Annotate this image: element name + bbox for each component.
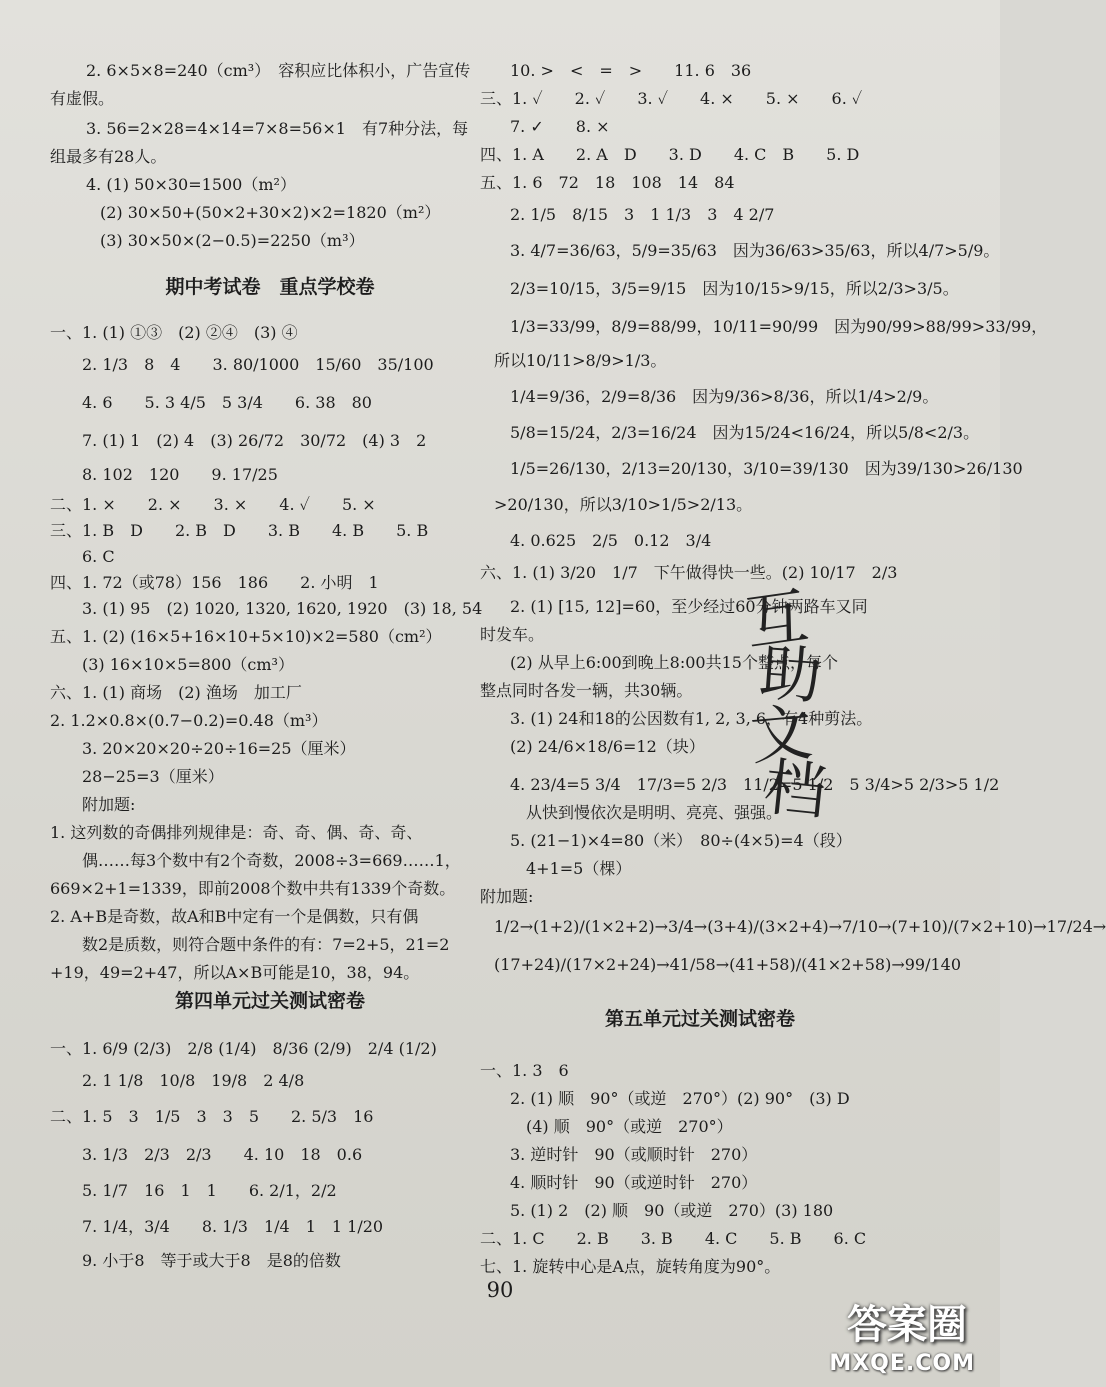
text-line: 7. ✓ 8. × <box>510 117 610 136</box>
text-line: 二、1. 5 3 1/5 3 3 5 2. 5/3 16 <box>50 1107 374 1126</box>
text-line: 二、1. × 2. × 3. × 4. ✓ 5. × <box>50 495 376 514</box>
text-line: 偶……每3个数中有2个奇数，2008÷3=669……1， <box>82 851 461 870</box>
text-line: (3) 30×50×(2−0.5)=2250（m³） <box>100 231 365 250</box>
text-line: (17+24)/(17×2+24)→41/58→(41+58)/(41×2+58)→99/140 <box>494 955 962 974</box>
text-line: 数2是质数，则符合题中条件的有：7=2+5，21=2 <box>82 935 450 954</box>
text-line: 4. 顺时针 90（或逆时针 270） <box>510 1173 758 1192</box>
text-line: (2) 30×50+(50×2+30×2)×2=1820（m²） <box>100 203 441 222</box>
text-line: 2. 1.2×0.8×(0.7−0.2)=0.48（m³） <box>50 711 328 730</box>
text-line: 六、1. (1) 商场 (2) 渔场 加工厂 <box>50 683 302 702</box>
text-line: 1/5=26/130，2/13=20/130，3/10=39/130 因为39/130>26/130 <box>510 459 1023 478</box>
text-line: 整点同时各发一辆，共30辆。 <box>480 681 693 700</box>
text-line: 3. 20×20×20÷20÷16=25（厘米） <box>82 739 356 758</box>
text-line: 3. 56=2×28=4×14=7×8=56×1 有7种分法，每 <box>86 119 469 138</box>
text-line: 5. 1/7 16 1 1 6. 2/1，2/2 <box>82 1181 337 1200</box>
text-line: 669×2+1=1339，即前2008个数中共有1339个奇数。 <box>50 879 456 898</box>
text-line: 5. (1) 2 (2) 顺 90（或逆 270）(3) 180 <box>510 1201 834 1220</box>
text-line: 3. (1) 24和18的公因数有1, 2, 3, 6，有4种剪法。 <box>510 709 873 728</box>
text-line: 4. 0.625 2/5 0.12 3/4 <box>510 531 712 550</box>
text-line: 2. A+B是奇数，故A和B中定有一个是偶数，只有偶 <box>50 907 419 926</box>
text-line: 2. (1) [15, 12]=60，至少经过60分钟两路车又同 <box>510 597 868 616</box>
text-line: 七、1. 旋转中心是A点，旋转角度为90°。 <box>480 1257 781 1276</box>
text-line: 9. 小于8 等于或大于8 是8的倍数 <box>82 1251 341 1270</box>
text-line: 从快到慢依次是明明、亮亮、强强。 <box>526 803 783 822</box>
text-line: 4. 6 5. 3 4/5 5 3/4 6. 38 80 <box>82 393 372 412</box>
text-line: (2) 24/6×18/6=12（块） <box>510 737 705 756</box>
text-line: 2. 1/3 8 4 3. 80/1000 15/60 35/100 <box>82 355 434 374</box>
watermark-logo: 答案圈 <box>847 1302 967 1348</box>
section-title: 期中考试卷 重点学校卷 <box>165 276 375 298</box>
text-line: 7. (1) 1 (2) 4 (3) 26/72 30/72 (4) 3 2 <box>82 431 427 450</box>
section-title: 第五单元过关测试密卷 <box>604 1008 795 1030</box>
text-line: 5. (21−1)×4=80（米） 80÷(4×5)=4（段） <box>510 831 852 850</box>
text-line: 附加题: <box>480 887 534 906</box>
text-line: 3. 4/7=36/63，5/9=35/63 因为36/63>35/63，所以4/7>5/9。 <box>510 241 1000 260</box>
handwritten-char: 互 <box>740 578 813 660</box>
text-line: 1. 这列数的奇偶排列规律是：奇、奇、偶、奇、奇、 <box>50 823 423 842</box>
text-line: 4. 23/4=5 3/4 17/3=5 2/3 11/2=5 1/2 5 3/4>5 2/3>5 1/2 <box>510 775 1000 794</box>
text-line: 3. 逆时针 90（或顺时针 270） <box>510 1145 758 1164</box>
text-line: 2. 1 1/8 10/8 19/8 2 4/8 <box>82 1071 305 1090</box>
text-line: 一、1. 3 6 <box>480 1061 569 1080</box>
text-line: 4+1=5（棵） <box>526 859 632 878</box>
watermark-text: MXQE.COM <box>829 1351 975 1376</box>
text-line: 28−25=3（厘米） <box>82 767 224 786</box>
text-line: 一、1. 6/9 (2/3) 2/8 (1/4) 8/36 (2/9) 2/4 (1/2) <box>50 1039 437 1058</box>
text-line: 3. 1/3 2/3 2/3 4. 10 18 0.6 <box>82 1145 363 1164</box>
text-line: 2. 1/5 8/15 3 1 1/3 3 4 2/7 <box>510 205 775 224</box>
text-line: 五、1. (2) (16×5+16×10+5×10)×2=580（cm²） <box>50 627 442 646</box>
page-number: 90 <box>486 1278 514 1302</box>
text-line: 1/3=33/99，8/9=88/99，10/11=90/99 因为90/99>88/99>33/99， <box>510 317 1048 336</box>
text-line: (4) 顺 90°（或逆 270°） <box>526 1117 733 1136</box>
text-line: 六、1. (1) 3/20 1/7 下午做得快一些。(2) 10/17 2/3 <box>480 563 898 582</box>
section-title: 第四单元过关测试密卷 <box>174 990 365 1012</box>
handwritten-char: 助 <box>757 635 825 714</box>
text-line: 1/2→(1+2)/(1×2+2)→3/4→(3+4)/(3×2+4)→7/10→(7+10)/(7×2+10)→17/24→ <box>494 917 1106 936</box>
text-line: 时发车。 <box>480 625 545 644</box>
text-line: 10. > < = > 11. 6 36 <box>510 61 752 80</box>
text-line: 2. (1) 顺 90°（或逆 270°）(2) 90° (3) D <box>510 1089 850 1108</box>
text-line: 8. 102 120 9. 17/25 <box>82 465 278 484</box>
handwritten-char: 文 <box>747 695 816 774</box>
text-line: +19，49=2+47，所以A×B可能是10，38，94。 <box>50 963 420 982</box>
text-line: 5/8=15/24，2/3=16/24 因为15/24<16/24，所以5/8<2/3。 <box>510 423 980 442</box>
text-line: 三、1. ✓ 2. ✓ 3. ✓ 4. × 5. × 6. ✓ <box>480 89 863 108</box>
text-line: 6. C <box>82 547 115 566</box>
handwritten-char: 档 <box>760 749 831 830</box>
text-line: 三、1. B D 2. B D 3. B 4. B 5. B <box>50 521 429 540</box>
text-line: 组最多有28人。 <box>50 147 167 166</box>
text-line: 四、1. 72（或78）156 186 2. 小明 1 <box>50 573 379 592</box>
text-line: 7. 1/4，3/4 8. 1/3 1/4 1 1 1/20 <box>82 1217 384 1236</box>
text-line: 1/4=9/36，2/9=8/36 因为9/36>8/36，所以1/4>2/9。 <box>510 387 939 406</box>
text-line: 4. (1) 50×30=1500（m²） <box>86 175 296 194</box>
text-line: 五、1. 6 72 18 108 14 84 <box>480 173 735 192</box>
text-line: >20/130，所以3/10>1/5>2/13。 <box>494 495 753 514</box>
text-line: 2. 6×5×8=240（cm³） 容积应比体积小，广告宣传 <box>86 61 471 80</box>
handwriting-overlay <box>725 570 885 830</box>
text-line: 3. (1) 95 (2) 1020, 1320, 1620, 1920 (3) 18, 54 <box>82 599 483 618</box>
text-line: 所以10/11>8/9>1/3。 <box>494 351 667 370</box>
text-line: 一、1. (1) ①③ (2) ②④ (3) ④ <box>50 323 298 342</box>
text-line: 附加题: <box>82 795 136 814</box>
text-line: 2/3=10/15，3/5=9/15 因为10/15>9/15，所以2/3>3/5。 <box>510 279 959 298</box>
text-line: 四、1. A 2. A D 3. D 4. C B 5. D <box>480 145 860 164</box>
text-line: (2) 从早上6:00到晚上8:00共15个整点，每个 <box>510 653 838 672</box>
text-line: 有虚假。 <box>50 89 115 108</box>
text-line: 二、1. C 2. B 3. B 4. C 5. B 6. C <box>480 1229 867 1248</box>
text-line: (3) 16×10×5=800（cm³） <box>82 655 294 674</box>
watermark <box>805 1300 985 1380</box>
